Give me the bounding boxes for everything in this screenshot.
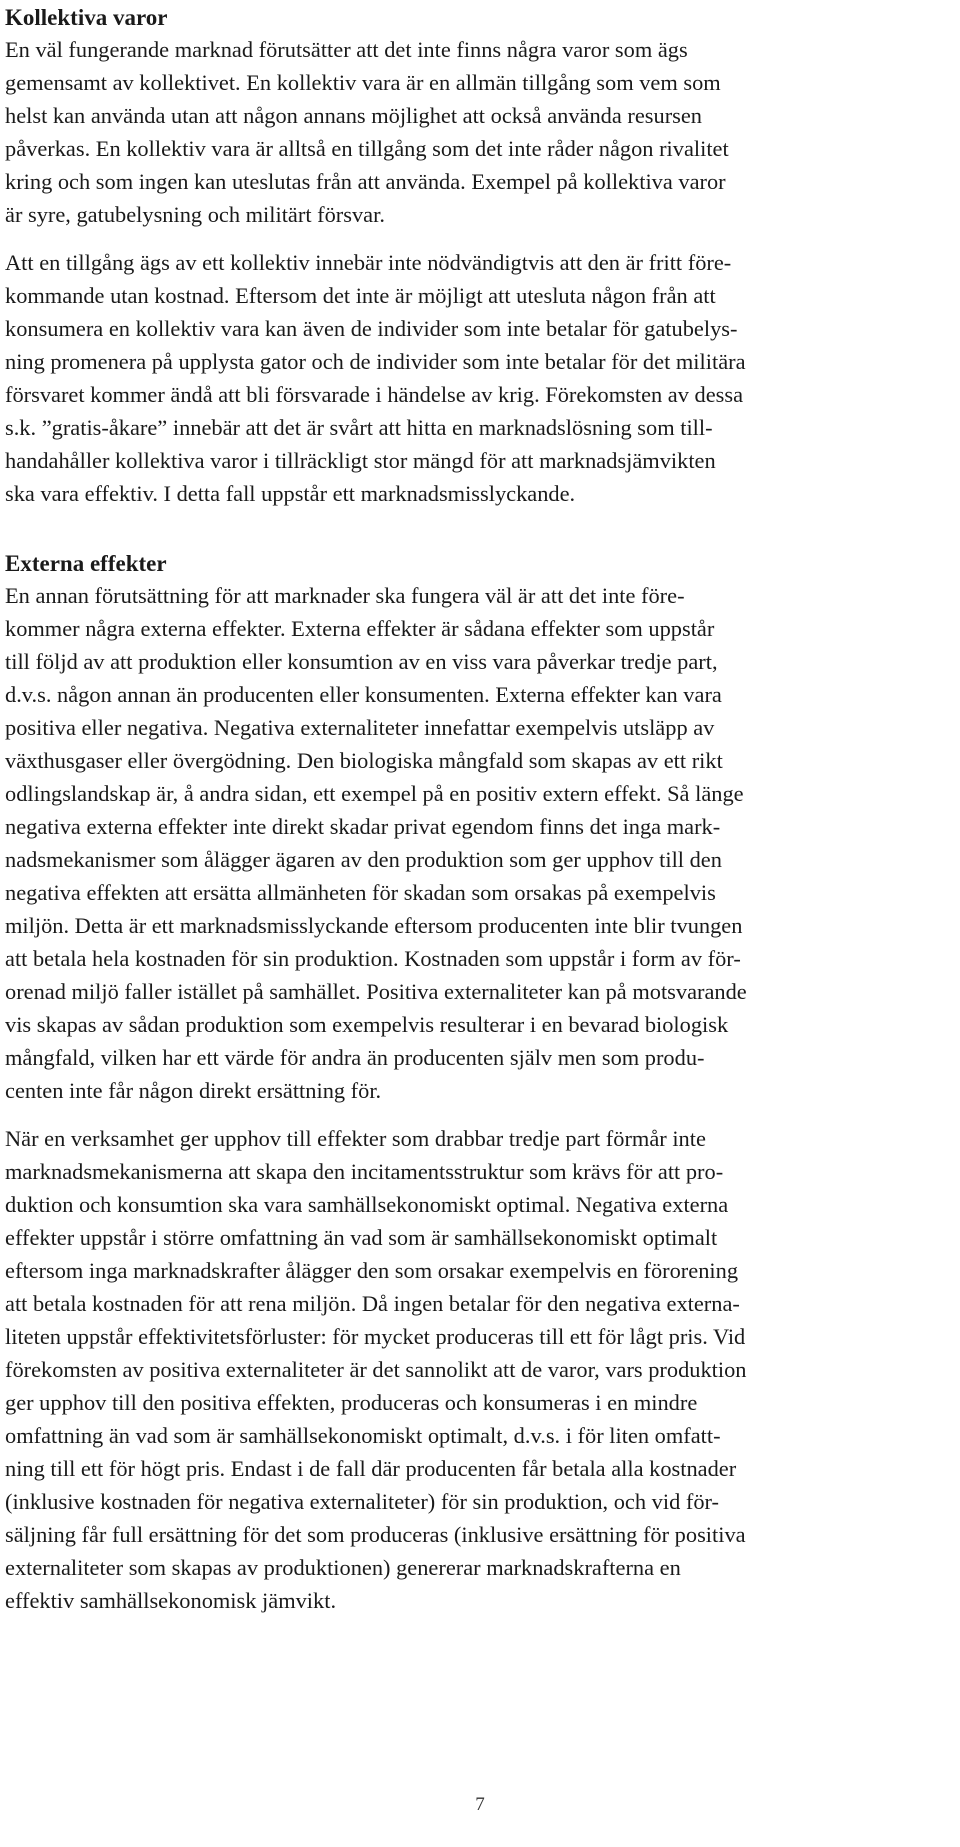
- text-line: negativa externa effekter inte direkt skadar privat egendom finns det inga mark-: [5, 814, 721, 839]
- text-line: gemensamt av kollektivet. En kollektiv vara är en allmän tillgång som vem som: [5, 70, 721, 95]
- text-line: försvaret kommer ändå att bli försvarade i händelse av krig. Förekomsten av dessa: [5, 382, 744, 407]
- text-line: eftersom inga marknadskrafter ålägger den som orsakar exempelvis en förorening: [5, 1258, 739, 1283]
- text-line: nadsmekanismer som ålägger ägaren av den produktion som ger upphov till den: [5, 847, 722, 872]
- text-line: s.k. ”gratis-åkare” innebär att det är svårt att hitta en marknadslösning som till-: [5, 415, 713, 440]
- text-line: odlingslandskap är, å andra sidan, ett exempel på en positiv extern effekt. Så länge: [5, 781, 744, 806]
- text-line: ning till ett för högt pris. Endast i de fall där producenten får betala alla kostnader: [5, 1456, 737, 1481]
- text-line: ning promenera på upplysta gator och de individer som inte betalar för det militära: [5, 349, 746, 374]
- text-line: miljön. Detta är ett marknadsmisslyckande eftersom producenten inte blir tvungen: [5, 913, 743, 938]
- section-externa-effekter: [5, 549, 927, 1617]
- text-line: ska vara effektiv. I detta fall uppstår ett marknadsmisslyckande.: [5, 481, 576, 506]
- text-line: positiva eller negativa. Negativa externaliteter innefattar exempelvis utsläpp av: [5, 715, 715, 740]
- paragraph: [5, 1122, 927, 1617]
- text-line: att betala hela kostnaden för sin produktion. Kostnaden som uppstår i form av för-: [5, 946, 741, 971]
- text-line: påverkas. En kollektiv vara är alltså en tillgång som det inte råder någon rivalitet: [5, 136, 729, 161]
- text-line: vis skapas av sådan produktion som exempelvis resulterar i en bevarad biologisk: [5, 1012, 729, 1037]
- section-kollektiva-varor: [5, 3, 927, 510]
- paragraph: [5, 246, 927, 510]
- text-line: duktion och konsumtion ska vara samhällsekonomiskt optimal. Negativa externa: [5, 1192, 729, 1217]
- text-line: marknadsmekanismerna att skapa den incitamentsstruktur som krävs för att pro-: [5, 1159, 724, 1184]
- text-line: centen inte får någon direkt ersättning för.: [5, 1078, 382, 1103]
- text-line: att betala kostnaden för att rena miljön. Då ingen betalar för den negativa externa-: [5, 1291, 740, 1316]
- document-page: [5, 0, 927, 1617]
- text-line: orenad miljö faller istället på samhället. Positiva externaliteter kan på motsvarande: [5, 979, 747, 1004]
- text-line: d.v.s. någon annan än producenten eller konsumenten. Externa effekter kan vara: [5, 682, 722, 707]
- section-heading: Kollektiva varor: [5, 5, 168, 30]
- text-line: handahåller kollektiva varor i tillräckligt stor mängd för att marknadsjämvikten: [5, 448, 716, 473]
- text-line: Att en tillgång ägs av ett kollektiv innebär inte nödvändigtvis att den är fritt före-: [5, 250, 732, 275]
- page-number: 7: [475, 1794, 485, 1815]
- paragraph: [5, 33, 927, 231]
- text-line: effekter uppstår i större omfattning än vad som är samhällsekonomiskt optimalt: [5, 1225, 718, 1250]
- text-line: omfattning än vad som är samhällsekonomiskt optimalt, d.v.s. i för liten omfatt-: [5, 1423, 721, 1448]
- text-line: helst kan använda utan att någon annans möjlighet att också använda resursen: [5, 103, 702, 128]
- text-line: externaliteter som skapas av produktionen) genererar marknadskrafterna en: [5, 1555, 681, 1580]
- text-line: kring och som ingen kan uteslutas från att använda. Exempel på kollektiva varor: [5, 169, 726, 194]
- text-line: En väl fungerande marknad förutsätter att det inte finns några varor som ägs: [5, 37, 688, 62]
- text-line: växthusgaser eller övergödning. Den biologiska mångfald som skapas av ett rikt: [5, 748, 723, 773]
- text-line: effektiv samhällsekonomisk jämvikt.: [5, 1588, 337, 1613]
- text-line: När en verksamhet ger upphov till effekter som drabbar tredje part förmår inte: [5, 1126, 706, 1151]
- text-line: kommande utan kostnad. Eftersom det inte är möjligt att utesluta någon från att: [5, 283, 716, 308]
- paragraph: [5, 579, 927, 1107]
- text-line: ger upphov till den positiva effekten, produceras och konsumeras i en mindre: [5, 1390, 698, 1415]
- text-line: säljning får full ersättning för det som produceras (inklusive ersättning för positiva: [5, 1522, 746, 1547]
- text-line: konsumera en kollektiv vara kan även de individer som inte betalar för gatubelys-: [5, 316, 738, 341]
- text-line: är syre, gatubelysning och militärt försvar.: [5, 202, 385, 227]
- text-line: till följd av att produktion eller konsumtion av en viss vara påverkar tredje part,: [5, 649, 718, 674]
- text-line: förekomsten av positiva externaliteter är det sannolikt att de varor, vars produktion: [5, 1357, 747, 1382]
- section-heading: Externa effekter: [5, 551, 167, 576]
- text-line: liteten uppstår effektivitetsförluster: för mycket produceras till ett för lågt pris. Vid: [5, 1324, 746, 1349]
- text-line: En annan förutsättning för att marknader ska fungera väl är att det inte före-: [5, 583, 685, 608]
- text-line: (inklusive kostnaden för negativa externaliteter) för sin produktion, och vid för-: [5, 1489, 719, 1514]
- text-line: mångfald, vilken har ett värde för andra än producenten själv men som produ-: [5, 1045, 705, 1070]
- text-line: kommer några externa effekter. Externa effekter är sådana effekter som uppstår: [5, 616, 715, 641]
- text-line: negativa effekten att ersätta allmänheten för skadan som orsakas på exempelvis: [5, 880, 716, 905]
